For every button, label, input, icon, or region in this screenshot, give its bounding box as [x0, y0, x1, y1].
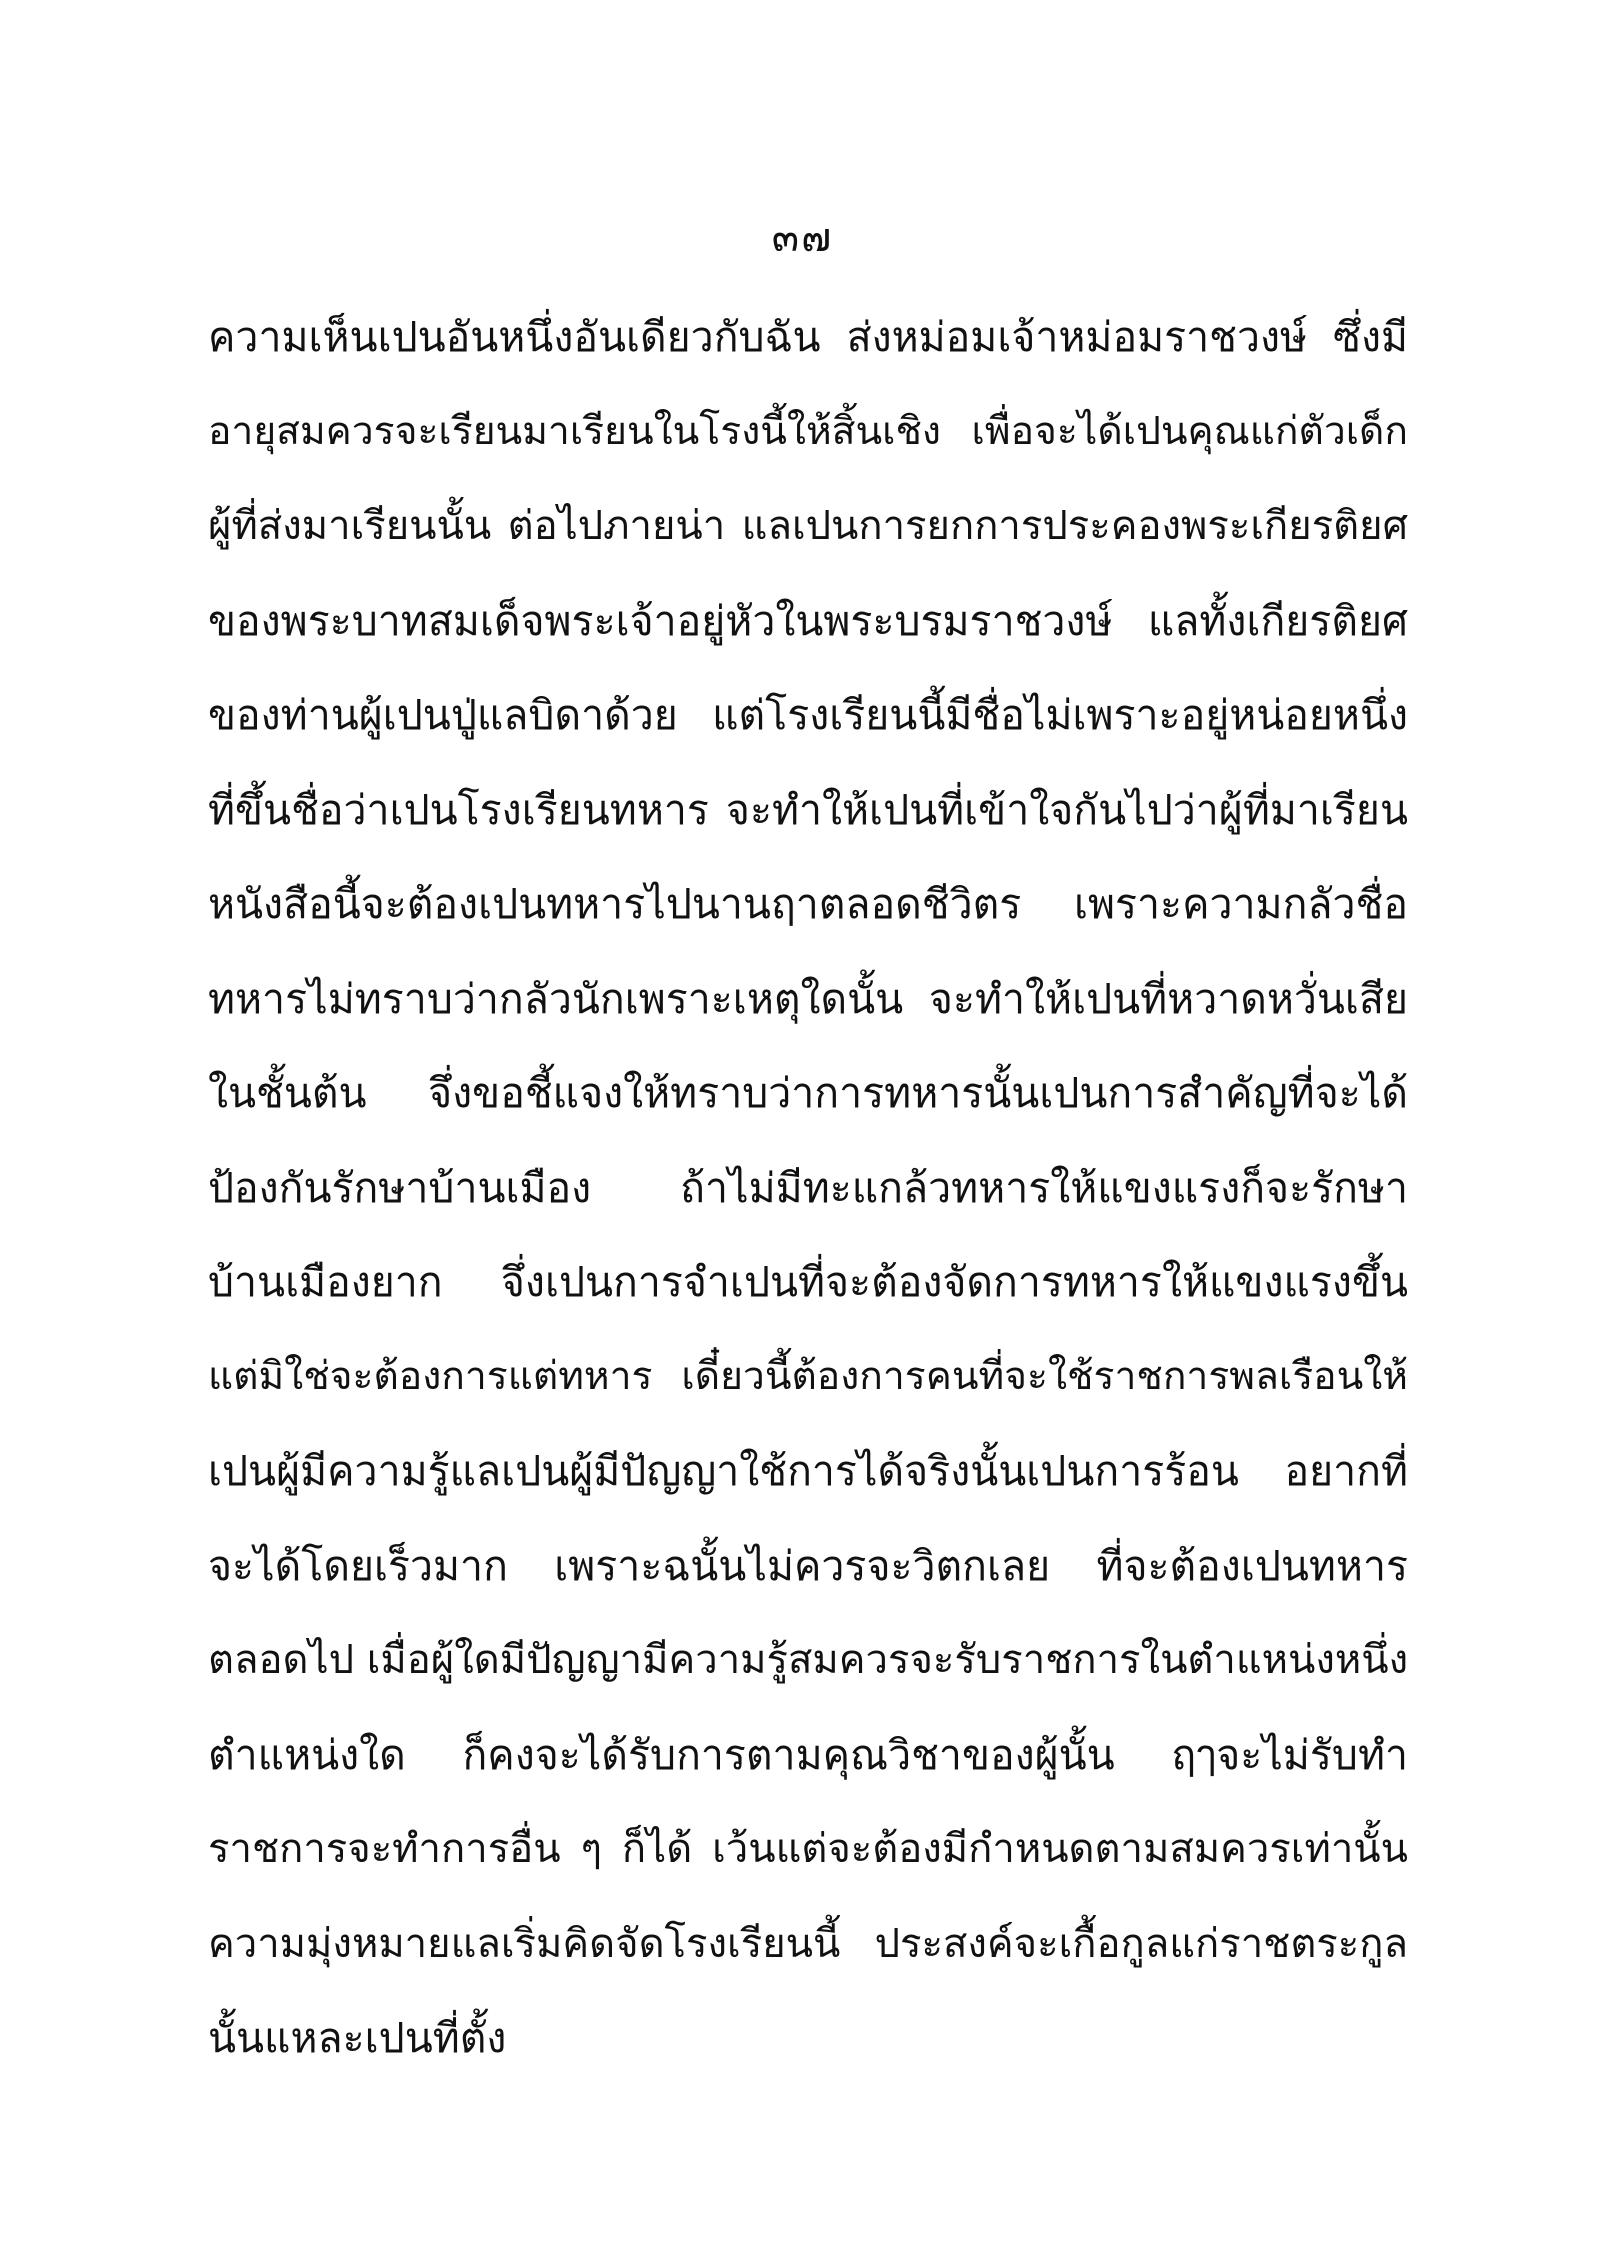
text-line: ของท่านผู้เปนปู่แลบิดาด้วย แต่โรงเรียนนี้มีชื่อไม่เพราะอยู่หน่อยหนึ่ง: [208, 691, 1408, 739]
text-line: ราชการจะทำการอื่น ๆ ก็ได้ เว้นแต่จะต้องมีกำหนดตามสมควรเท่านั้น: [208, 1826, 1408, 1872]
text-line: ของพระบาทสมเด็จพระเจ้าอยู่หัวในพระบรมราชวงษ์ แลทั้งเกียรติยศ: [208, 596, 1408, 645]
text-line: นั้นแหละเปนที่ตั้ง: [208, 2014, 507, 2062]
text-line: ตลอดไป เมื่อผู้ใดมีปัญญามีความรู้สมควรจะรับราชการในตำแหน่งหนึ่ง: [208, 1637, 1409, 1683]
text-line: ความมุ่งหมายแลเริ่มคิดจัดโรงเรียนนี้ ประสงค์จะเกื้อกูลแก่ราชตระกูล: [208, 1920, 1408, 1967]
text-line: ป้องกันรักษาบ้านเมือง ถ้าไม่มีทะแกล้วทหารให้แขงแรงก็จะรักษา: [208, 1163, 1408, 1212]
text-line: ตำแหน่งใด ก็คงจะได้รับการตามคุณวิชาของผู้นั้น ฤๅจะไม่รับทำ: [208, 1730, 1408, 1779]
text-line: บ้านเมืองยาก จึ่งเปนการจำเปนที่จะต้องจัดการทหารให้แขงแรงขึ้น: [208, 1258, 1408, 1306]
text-line: ความเห็นเปนอันหนึ่งอันเดียวกับฉัน ส่งหม่อมเจ้าหม่อมราชวงษ์ ซึ่งมี: [208, 313, 1408, 361]
text-line: ทหารไม่ทราบว่ากลัวนักเพราะเหตุใดนั้น จะทำให้เปนที่หวาดหวั่นเสีย: [208, 974, 1408, 1023]
text-line: อายุสมควรจะเรียนมาเรียนในโรงนี้ให้สิ้นเชิง เพื่อจะได้เปนคุณแก่ตัวเด็ก: [208, 408, 1408, 454]
page-number: ๓๗: [771, 215, 834, 261]
text-line: แต่มิใช่จะต้องการแต่ทหาร เดี๋ยวนี้ต้องการคนที่จะใช้ราชการพลเรือนให้: [208, 1353, 1408, 1399]
text-line: หนังสือนี้จะต้องเปนทหารไปนานฤาตลอดชีวิตร เพราะความกลัวชื่อ: [208, 880, 1408, 928]
text-line: จะได้โดยเร็วมาก เพราะฉนั้นไม่ควรจะวิตกเลย ที่จะต้องเปนทหาร: [208, 1541, 1408, 1590]
text-line: ผู้ที่ส่งมาเรียนนั้น ต่อไปภายน่า แลเปนการยกการประคองพระเกียรติยศ: [208, 503, 1408, 549]
text-line: ในชั้นต้น จึ่งขอชี้แจงให้ทราบว่าการทหารนั้นเปนการสำคัญที่จะได้: [208, 1069, 1408, 1117]
text-line: ที่ขึ้นชื่อว่าเปนโรงเรียนทหาร จะทำให้เปนที่เข้าใจกันไปว่าผู้ที่มาเรียน: [208, 785, 1408, 834]
text-line: เปนผู้มีความรู้แลเปนผู้มีปัญญาใช้การได้จริงนั้นเปนการร้อน อยากที่: [208, 1447, 1408, 1495]
body-text: [208, 290, 1408, 2081]
